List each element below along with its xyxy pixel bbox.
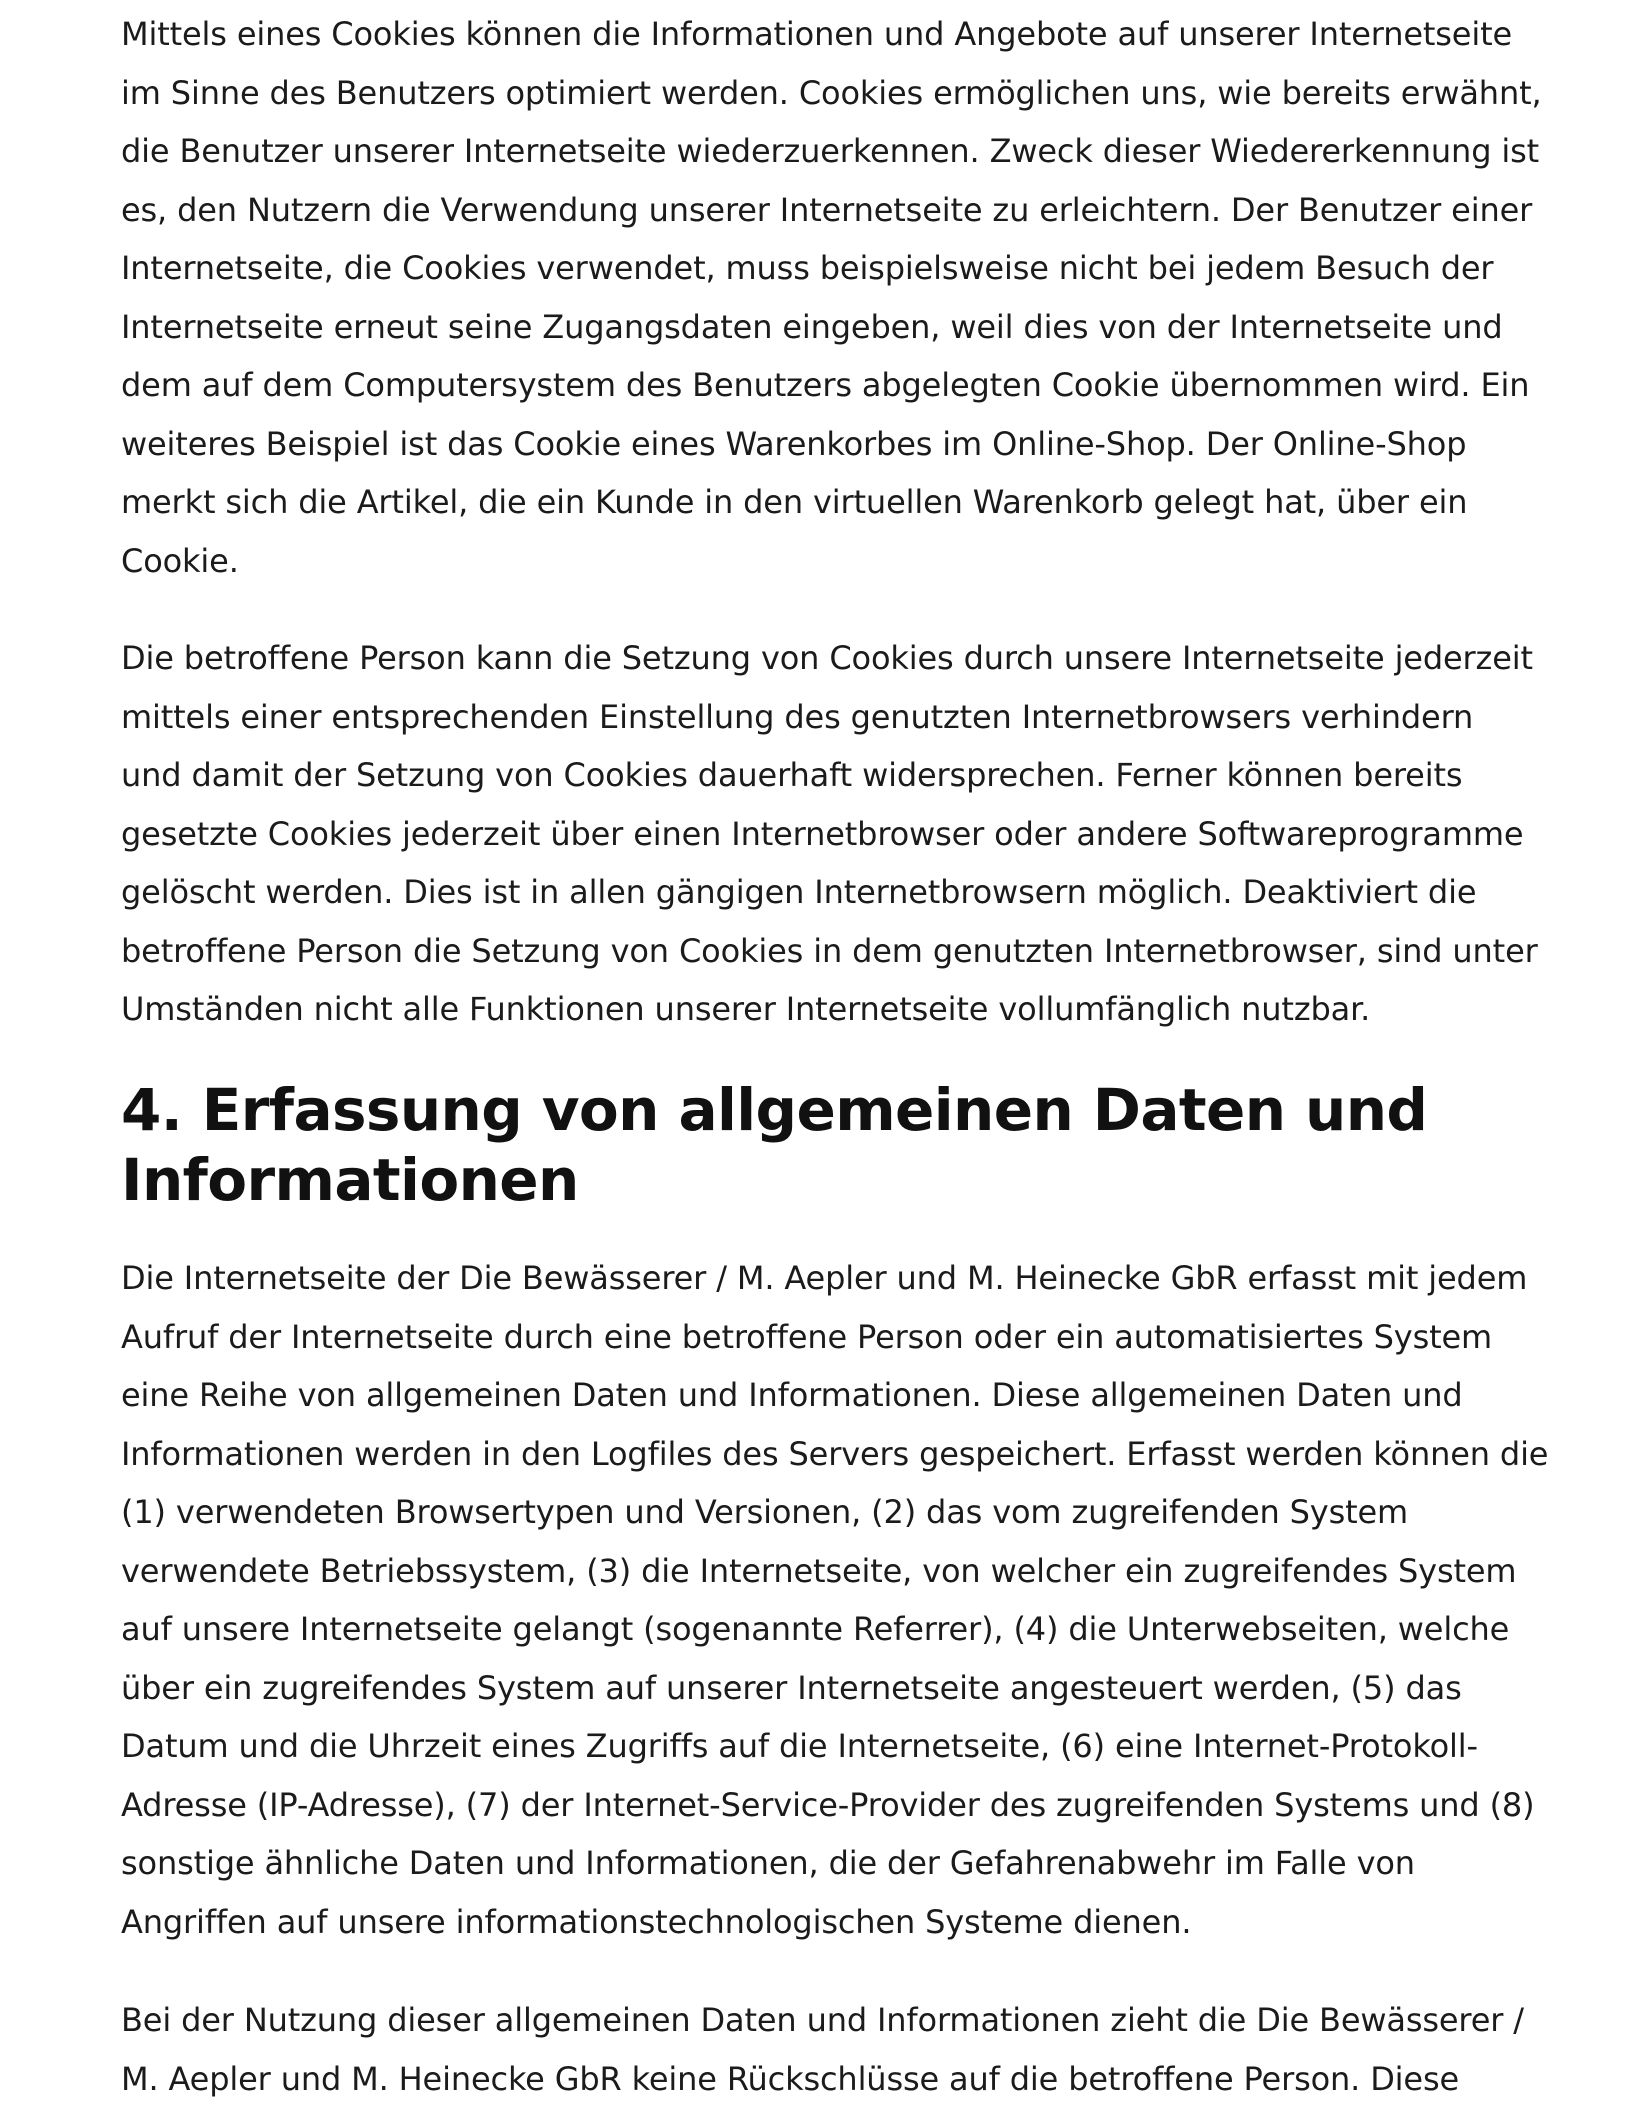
text-line: Mittels eines Cookies können die Informationen und Angebote auf unserer Internetseite (121, 15, 1513, 53)
heading-line: 4. Erfassung von allgemeinen Daten und (121, 1076, 1428, 1144)
text-line: Cookie. (121, 541, 239, 580)
text-line: auf unsere Internetseite gelangt (sogenannte Referrer), (4) die Unterwebseiten, welche (121, 1610, 1510, 1648)
text-line: und damit der Setzung von Cookies dauerhaft widersprechen. Ferner können bereits (121, 756, 1463, 794)
text-line: Internetseite erneut seine Zugangsdaten eingeben, weil dies von der Internetseite und (121, 307, 1503, 346)
text-line: Bei der Nutzung dieser allgemeinen Daten und Informationen zieht die Die Bewässerer / (121, 2001, 1524, 2039)
paragraph-no-conclusions (121, 1991, 1524, 2108)
text-line: weiteres Beispiel ist das Cookie eines Warenkorbes im Online-Shop. Der Online-Shop (121, 424, 1467, 463)
text-line: sonstige ähnliche Daten und Informationen, die der Gefahrenabwehr im Falle von (121, 1844, 1415, 1882)
text-line: Umständen nicht alle Funktionen unserer Internetseite vollumfänglich nutzbar. (121, 990, 1371, 1028)
text-line: Die Internetseite der Die Bewässerer / M. Aepler und M. Heinecke GbR erfasst mit jedem (121, 1259, 1528, 1297)
text-line: es, den Nutzern die Verwendung unserer Internetseite zu erleichtern. Der Benutzer einer (121, 190, 1533, 229)
text-line: merkt sich die Artikel, die ein Kunde in den virtuellen Warenkorb gelegt hat, über ein (121, 483, 1468, 521)
text-line: betroffene Person die Setzung von Cookies in dem genutzten Internetbrowser, sind unter (121, 931, 1538, 970)
text-line: Die betroffene Person kann die Setzung von Cookies durch unsere Internetseite jederzeit (121, 639, 1533, 677)
text-line: gelöscht werden. Dies ist in allen gängigen Internetbrowsern möglich. Deaktiviert die (121, 873, 1477, 911)
text-line: über ein zugreifendes System auf unserer Internetseite angesteuert werden, (5) das (121, 1668, 1462, 1707)
text-line: gesetzte Cookies jederzeit über einen Internetbrowser oder andere Softwareprogramme (121, 814, 1524, 853)
text-line: mittels einer entsprechenden Einstellung des genutzten Internetbrowsers verhindern (121, 697, 1474, 736)
paragraph-general-data (121, 1249, 1548, 1951)
text-line: eine Reihe von allgemeinen Daten und Informationen. Diese allgemeinen Daten und (121, 1376, 1463, 1414)
text-line: Internetseite, die Cookies verwendet, muss beispielsweise nicht bei jedem Besuch der (121, 249, 1494, 287)
paragraph-cookies-optimization (121, 5, 1542, 590)
text-line: verwendete Betriebssystem, (3) die Internetseite, von welcher ein zugreifendes System (121, 1551, 1517, 1590)
text-line: Adresse (IP-Adresse), (7) der Internet-Service-Provider des zugreifenden Systems und (8) (121, 1785, 1535, 1824)
text-line: im Sinne des Benutzers optimiert werden. Cookies ermöglichen uns, wie bereits erwähnt, (121, 73, 1542, 112)
text-line: M. Aepler und M. Heinecke GbR keine Rückschlüsse auf die betroffene Person. Diese (121, 2059, 1460, 2098)
heading-line: Informationen (121, 1146, 579, 1214)
text-line: Datum und die Uhrzeit eines Zugriffs auf die Internetseite, (6) eine Internet-Protokoll- (121, 1727, 1478, 1765)
text-line: (1) verwendeten Browsertypen und Versionen, (2) das vom zugreifenden System (121, 1493, 1409, 1531)
text-line: Aufruf der Internetseite durch eine betroffene Person oder ein automatisiertes System (121, 1317, 1493, 1356)
text-line: die Benutzer unserer Internetseite wiederzuerkennen. Zweck dieser Wiedererkennung ist (121, 132, 1540, 170)
paragraph-cookies-objection (121, 629, 1538, 1039)
text-line: Angriffen auf unsere informationstechnologischen Systeme dienen. (121, 1902, 1192, 1941)
text-line: dem auf dem Computersystem des Benutzers abgelegten Cookie übernommen wird. Ein (121, 366, 1530, 404)
text-line: Informationen werden in den Logfiles des Servers gespeichert. Erfasst werden können die (121, 1434, 1549, 1473)
section-heading-4 (121, 1075, 1427, 1215)
